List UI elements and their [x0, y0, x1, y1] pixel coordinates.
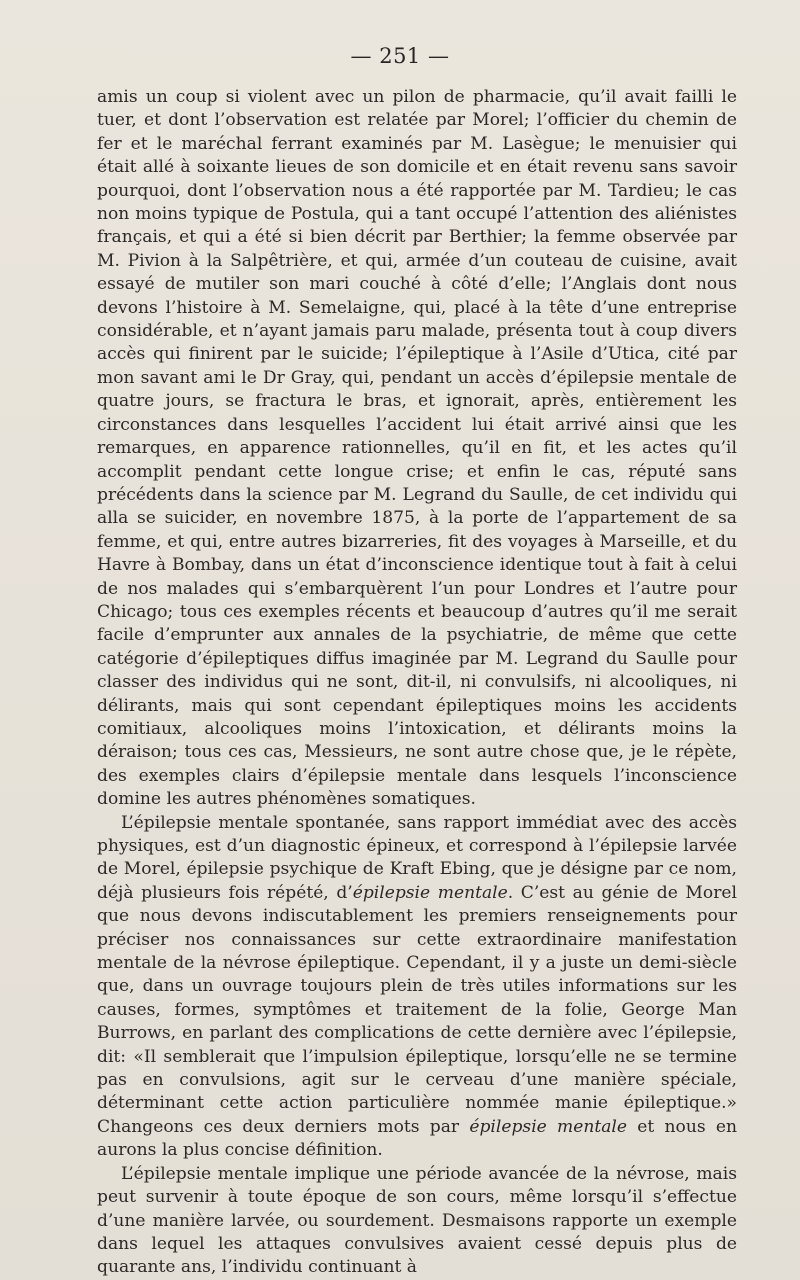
paragraph: amis un coup si violent avec un pilon de pharmacie, qu’il avait failli le tuer, et dont l’observation est relatée par Morel; l’officier du chemin de fer et le maréchal ferrant examinés par M. Lasègue; le menuisier qui était allé à soixante lieues de son domicile et en était revenu sans savoir pourquoi, dont l’observation nous a été rapportée par M. Tardieu; le cas non moins typique de Postula, qui a tant occupé l’attention des aliénistes français, et qui a été si bien décrit par Berthier; la femme observée par M. Pivion à la Salpêtrière, et qui, armée d’un couteau de cuisine, avait essayé de mutiler son mari couché à côté d’elle; l’Anglais dont nous devons l’histoire à M. Semelaigne, qui, placé à la tête d’une entreprise considérable, et n’ayant jamais paru malade, présenta tout à coup divers accès qui finirent par le suicide; l’épileptique à l’Asile d’Utica, cité par mon savant ami le Dr Gray, qui, pendant un accès d’épilepsie mentale de quatre jours, se fractura le bras, et ignorait, après, entièrement les circonstances dans lesquelles l’accident lui était arrivé ainsi que les remarques, en apparence rationnelles, qu’il en fit, et les actes qu’il accomplit pendant cette longue crise; et enfin le cas, réputé sans précédents dans la science par M. Legrand du Saulle, de cet individu qui alla se suicider, en novembre 1875, à la porte de l’appartement de sa femme, et qui, entre autres bizarreries, fit des voyages à Marseille, et du Havre à Bombay, dans un état d’inconscience identique tout à fait à celui de nos malades qui s’embarquèrent l’un pour Londres et l’autre pour Chicago; tous ces exemples récents et beaucoup d’autres qu’il me serait facile d’emprunter aux annales de la psychiatrie, de même que cette catégorie d’épileptiques diffus imaginée par M. Legrand du Saulle pour classer des individus qui ne sont, dit-il, ni convulsifs, ni alcooliques, ni délirants, mais qui sont cependant épileptiques moins les accidents comitiaux, alcooliques moins l’intoxication, et délirants moins la déraison; tous ces cas, Messieurs, ne sont autre chose que, je le répète, des exemples clairs d’épilepsie mentale dans lesquels l’inconscience domine les autres phénomènes somatiques.: [97, 87, 737, 810]
italic-term: épilepsie mentale: [352, 882, 508, 903]
paragraph-text: . C’est au génie de Morel que nous devons indiscutablement les premiers renseignements pour préciser nos connaissances sur cette extraordinaire manifestation mentale de la névrose épileptique. Cependant, il y a juste un demi-siècle que, dans un ouvrage toujours plein de très utiles informations sur les causes, formes, symptômes et traitement de la folie, George Man Burrows, en parlant des complications de cette dernière avec l’épilepsie, dit: «Il semblerait que l’impulsion épileptique, lorsqu’elle ne se termine pas en convulsions, agit sur le cerveau d’une manière spéciale, déterminant cette action particulière nommée manie épileptique.» Changeons ces deux derniers mots par: [97, 882, 737, 1137]
page-number: — 251 —: [350, 44, 450, 68]
paragraph: [97, 812, 737, 1163]
paragraph-text: et nous en aurons la plus concise définition.: [97, 1116, 738, 1161]
paragraph-text: L’épilepsie mentale spontanée, sans rapport immédiat avec des accès physiques, est d’un diagnostic épineux, et correspond à l’épilepsie larvée de Morel, épilepsie psychique de Kraft Ebing, que je désigne par ce nom, déjà plusieurs fois répété, d’: [97, 812, 737, 903]
page-body: [97, 86, 737, 1280]
paragraph: L’épilepsie mentale implique une période avancée de la névrose, mais peut survenir à toute époque de son cours, même lorsqu’il s’effectue d’une manière larvée, ou sourdement. Desmaisons rapporte un exemple dans lequel les attaques convulsives avaient cessé depuis plus de quarante ans, l’individu continuant à: [97, 1163, 737, 1278]
italic-term: épilepsie mentale: [469, 1116, 628, 1137]
